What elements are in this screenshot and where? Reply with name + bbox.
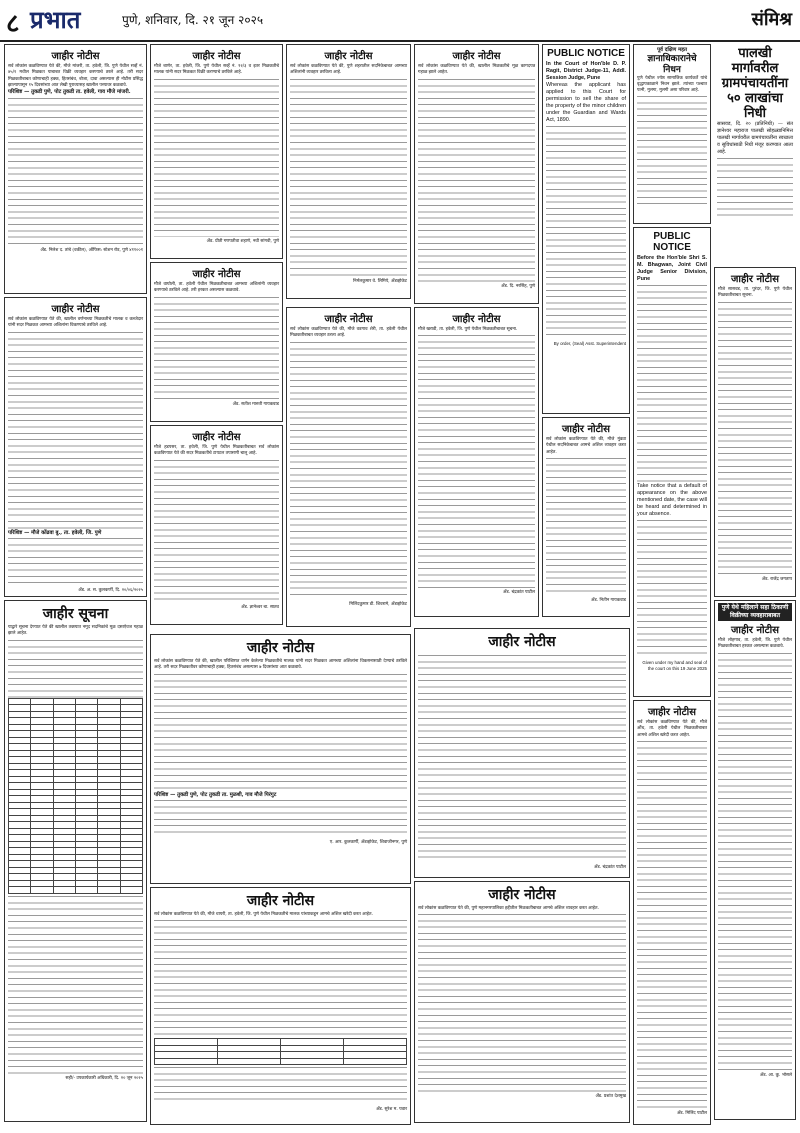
notice-body: सर्व लोकांस कळविण्यात येते की, मौजे मुंढवा येथील सदनिकेबाबत आमचे अशिल व्यवहार करत आहेत. (546, 437, 626, 455)
notice-signature: ॲड. मिलिंद पाटील (676, 1110, 707, 1116)
notice-schedule: परिशिष्ट — तुकडी पुणे, पोट तुकडी ता. हवेली, गाव मौजे मांजरी. (8, 89, 131, 96)
notice-body: Take notice that a default of appearance on the above mentioned date, the case will be heard and determined in your absence. (637, 483, 707, 517)
notice-title: जाहीर नोटीस (452, 314, 501, 325)
news-headline: पालखी मार्गावरील ग्रामपंचायतींना ५० लाखांचा निधी (721, 46, 789, 121)
notice-signature: By order, (Seal) Asst. Superintendent (553, 341, 626, 346)
notice-title: जाहीर नोटीस (246, 640, 315, 656)
notice-schedule: परिशिष्ट — तुकडी पुणे, पोट तुकडी ता. मुळशी, गाव मौजे पिरंगुट (154, 791, 277, 798)
column-2 (150, 44, 283, 629)
notice-title: जाहीर नोटीस (246, 893, 315, 909)
notice-signature: ॲड. निलेश द. तांबे (वकील), ऑफिस: स्टेशन रोड, पुणे ४११००१ (40, 247, 143, 253)
notice-body: Whereas the applicant has applied to this Court for permission to sell the share of the property of the minor children under the Guardian and Wards Act, 1890. (546, 82, 626, 123)
notice-signature: ॲड. अ. स. कुलकर्णी, दि. २०/०६/२०२५ (78, 588, 143, 594)
notice-title: जाहीर नोटीस (192, 269, 241, 280)
news-headline: ज्ञानाधिकारानेचे निधन (647, 53, 697, 75)
court-name: In the Court of Hon'ble D. P. Ragit, District Judge-11, Addl. Session Judge, Pune (546, 61, 626, 81)
notice-7b (714, 267, 796, 597)
column-3 (286, 44, 411, 304)
notice-body: सर्व लोकांस कळविण्यात येते की, खालील वर्णनाच्या मिळकतीचे मालक व कब्जेदार यांनी सदर मिळकत आमच्या अशिलांना विकण्याचे ठरविले आहे. (8, 317, 143, 329)
column-5 (542, 44, 630, 624)
notice-signature: ॲड. चंद्रकांत पाटील (503, 590, 535, 596)
notice-signature: ॲड. आ. कु. भोसले (759, 1072, 792, 1078)
notice-5b (542, 417, 630, 617)
notice-lower1 (414, 628, 630, 878)
notice-title: जाहीर नोटीस (647, 707, 696, 718)
notice-body: सर्व लोकांस कळविण्यात येते की, खालील परिशिष्टात वर्णन केलेल्या मिळकतीचे मालक यांनी सदर मिळकत आमच्या अशिलांना विकसनासाठी देण्याचे ठरविले आहे. तरी सदर मिळकतीवर कोणाचाही हक्क, हितसंबंध असल्यास ७ दिवसांच्या आत कळवावे. (154, 659, 407, 671)
notice-title: जाहीर नोटीस (51, 304, 100, 315)
notice-title: PUBLIC NOTICE (547, 48, 625, 59)
column-7 (714, 44, 796, 1129)
notice-title: जाहीर नोटीस (561, 424, 610, 435)
notice-title: जाहीर नोटीस (730, 274, 779, 285)
notice-signature: ॲड. ज्ञानेश्वर बा. सातव (241, 604, 279, 610)
notice-body: मौजे बाणेर, ता. हवेली, जि. पुणे येथील सर्व्हे नं. १२/३ व इतर मिळकतीचे मालक यांनी सदर मिळकत विक्री करण्याचे ठरविले आहे. (154, 64, 279, 76)
news-body: सासवड, दि. २० (प्रतिनिधी) — संत ज्ञानेश्वर महाराज पालखी सोहळ्यानिमित्त पालखी मार्गावरील ग्रामपंचायतींना स्वच्छता व सुविधांसाठी निधी मंजूर करण्यात आला आहे. (717, 121, 793, 155)
notice-title: जाहीर नोटीस (192, 432, 241, 443)
notice-title: जाहीर नोटीस (324, 51, 373, 62)
notice-title: जाहीर सूचना (42, 606, 109, 622)
notice-bottom (414, 881, 630, 1123)
issue-date: पुणे, शनिवार, दि. २१ जून २०२५ (122, 13, 264, 27)
news-kicker: पूर्व दक्षिण महत (657, 47, 687, 53)
court-name: Before the Hon'ble Shri S. M. Bhagwan, Joint Civil Judge Senior Division, Pune (637, 255, 707, 282)
notice-2b (150, 262, 283, 422)
notice-1a (4, 44, 147, 294)
notice-wide1 (150, 634, 411, 884)
notice-signature: सही/- उपकार्यकारी अधिकारी, दि. २० जून २०२५ (65, 1075, 143, 1081)
wide-block (150, 634, 411, 1129)
notice-signature: ॲड. सतीश मारुती गायकवाड (232, 401, 279, 407)
notice-4c (414, 307, 539, 617)
notice-1b (4, 297, 147, 597)
notice-title: जाहीर नोटीस (452, 51, 501, 62)
notice-body: मौजे खराडी, ता. हवेली, जि. पुणे येथील मिळकतीबाबत सूचना. (418, 327, 518, 332)
flats-table (8, 698, 143, 894)
notice-body: सर्व लोकांस कळविण्यात येते की, मौजे वडगाव शेरी, ता. हवेली येथील मिळकतीबाबत व्यवहार ठरला आहे. (290, 327, 407, 339)
notice-3b (286, 307, 411, 627)
notice-signature: ॲड. प्रशांत देशमुख (595, 1094, 626, 1100)
news-body: पुणे येथील ज्येष्ठ सामाजिक कार्यकर्ते यांचे वृद्धापकाळाने निधन झाले. त्यांच्या पश्चात पत्नी, मुलगा, मुलगी असा परिवार आहे. (637, 75, 707, 94)
notice-body: सर्व लोकांस कळविण्यात येते की, पुणे महानगरपालिका हद्दीतील मिळकतीबाबत आमचे अशिल व्यवहार करत आहेत. (418, 906, 599, 911)
notice-title: PUBLIC NOTICE (653, 231, 691, 253)
notice-1c (4, 600, 147, 1122)
notice-body: मौजे लोहगाव, ता. हवेली, जि. पुणे येथील मिळकतीबाबत हरकत असल्यास कळवावे. (718, 638, 792, 650)
lower-block (414, 628, 630, 1128)
notice-body: सर्व लोकांस कळविण्यात येते की, मौजे औंध, ता. हवेली येथील मिळकतीबाबत आमचे अशिल खरेदी करत आहेत. (637, 720, 707, 738)
notice-body: सर्व लोकांस कळविण्यात येते की, मौजे धायरी, ता. हवेली, जि. पुणे येथील मिळकतीचे मालक यांच्याकडून आमचे अशिल खरेदी करत आहेत. (154, 912, 373, 917)
column-4 (414, 44, 539, 624)
notice-4b (414, 44, 539, 304)
notice-body: मौजे हडपसर, ता. हवेली, जि. पुणे येथील मिळकतीबाबत सर्व लोकांस कळविण्यात येते की सदर मिळकतीचे टायटल तपासणी चालू आहे. (154, 445, 279, 457)
notice-title: जाहीर नोटीस (730, 625, 779, 636)
notice-7c (714, 600, 796, 1120)
notice-title: जाहीर नोटीस (488, 887, 556, 903)
notice-title: जाहीर नोटीस (192, 51, 241, 62)
masthead (0, 0, 800, 42)
notice-title: जाहीर नोटीस (51, 51, 100, 62)
notice-title: जाहीर नोटीस (488, 634, 556, 650)
newspaper-logo: प्रभात (30, 5, 81, 34)
notice-body: मौजे सासवड, ता. पुरंदर, जि. पुणे येथील मिळकतीबाबत सूचना. (718, 287, 792, 299)
notice-schedule: परिशिष्ट — मौजे कोंढवा बु., ता. हवेली, जि. पुणे (8, 529, 102, 536)
notice-signature: निर्मलकुमार वे. लिमिये, ॲडव्होकेट (353, 278, 407, 284)
notice-signature: ॲड. प्रीती गणपतीवा शहाणे, नवी सांगवी, पुणे (206, 238, 279, 244)
notice-wide2 (150, 887, 411, 1125)
notice-signature: ए. आर. कुलकर्णी, ॲडव्होकेट, शिवाजीनगर, पुणे (329, 840, 407, 846)
notice-signature: ॲड. दि. नरसिंह, पुणे (501, 283, 535, 289)
notice-signature: मिलिंदकुमार डी. शिवरामे, ॲडव्होकेट (349, 601, 407, 607)
notice-body: सर्व लोकांस कळविण्यात येते की, पुणे शहरातील सदनिकेबाबत आमच्या अशिलांनी व्यवहार ठरविला आहे. (290, 64, 407, 76)
column-3-mid (286, 307, 411, 632)
notice-signature: ॲड. नितीन गायकवाड (591, 597, 626, 603)
public-notice-civil (633, 227, 711, 697)
public-notice-court (542, 44, 630, 414)
notice-6c (633, 700, 711, 1125)
area-table (154, 1038, 407, 1065)
notice-body: मौजे वाघोली, ता. हवेली येथील मिळकतीबाबत आमच्या अशिलांनी व्यवहार करण्याचे ठरविले आहे. तरी हरकत असल्यास कळवावे. (154, 282, 279, 294)
notice-signature: ॲड. राजेंद्र जगताप (761, 576, 792, 582)
section-title: संमिश्र (751, 9, 792, 30)
notice-signature: ॲड. सुरेश म. पवार (376, 1107, 407, 1113)
column-6 (633, 44, 711, 1129)
notice-banner: पुणे येथे महिलाने सहा ठिकाणी विक्रीच्या व्यवहाराबाबत (718, 603, 792, 621)
notice-signature: Given under my hand and seal of the court on this 19 June 2025 (642, 660, 707, 671)
notice-body: याद्वारे सूचना देण्यात येते की खालील तक्त्यात नमूद सदनिकांचे मूळ दस्तऐवज गहाळ झाले आहेत. (8, 625, 143, 637)
notice-2a (150, 44, 283, 259)
obituary-news (633, 44, 711, 224)
notice-3a (286, 44, 411, 299)
page-number: ८ (6, 9, 20, 39)
notice-title: जाहीर नोटीस (324, 314, 373, 325)
news-article (714, 44, 796, 264)
notice-body: सर्व लोकांस कळविण्यात येते की, खालील मिळकतीचे मूळ कागदपत्र गहाळ झाले आहेत. (418, 64, 535, 76)
notice-signature: ॲड. चंद्रकांत पाटील (594, 865, 626, 870)
column-1 (4, 44, 147, 1129)
notice-body: सर्व लोकांस कळविण्यात येते की, मौजे मांजरी, ता. हवेली, जि. पुणे येथील सर्व्हे नं. ४५/१ मधील मिळकत याबाबत विक्री व्यवहार करण्याचे ठरले आहे. तरी सदर मिळकतीबाबत कोणाचाही हक्क, हितसंबंध, बोजा, दावा असल्यास ही नोटीस प्रसिद्ध झाल्यापासून १५ दिवसांच्या आत लेखी पुराव्यासह खालील पत्त्यावर कळवावे. (8, 64, 143, 88)
notice-2c (150, 425, 283, 625)
